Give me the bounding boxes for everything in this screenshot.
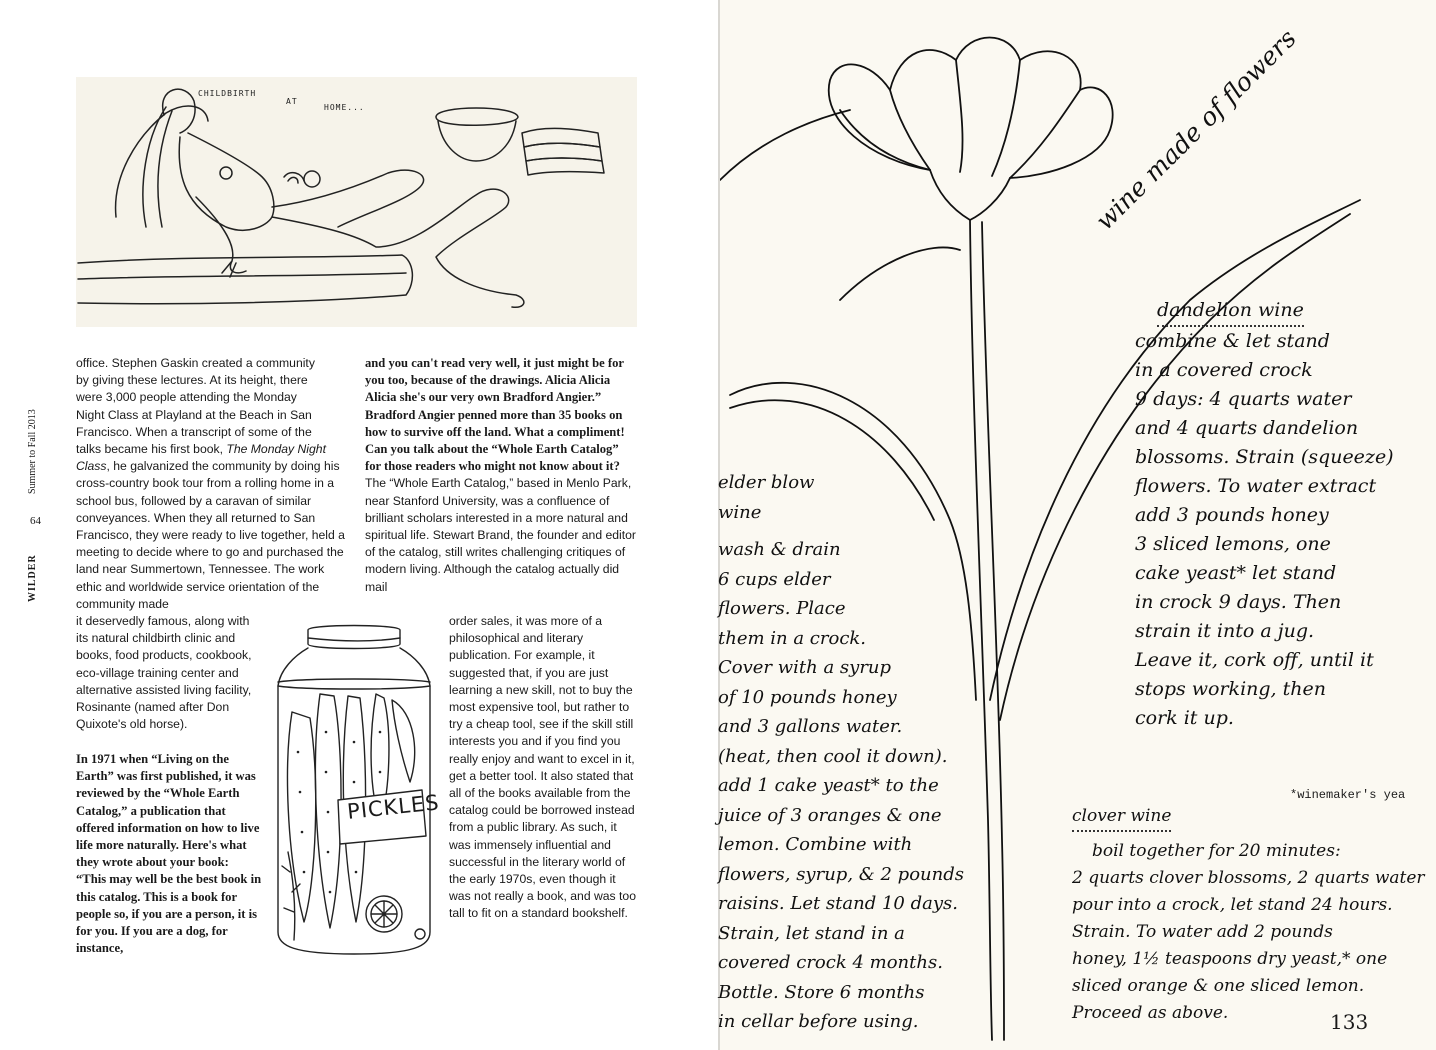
col1-line: Night Class at Playland at the Beach in San <box>76 407 312 422</box>
issue-date: Summer to Fall 2013 <box>27 409 38 494</box>
clover-recipe <box>1072 803 1432 1027</box>
childbirth-illustration <box>76 77 637 327</box>
recipe-line: and 4 quarts dandelion <box>1135 417 1359 439</box>
recipe-line: in crock 9 days. Then <box>1135 591 1342 613</box>
recipe-line: Leave it, cork off, until it <box>1135 649 1374 671</box>
footnote-yeast: *winemaker's yea <box>1290 788 1406 802</box>
recipe-line: strain it into a jug. <box>1135 620 1315 642</box>
recipe-line: flowers. To water extract <box>1135 475 1377 497</box>
recipe-line: Strain, let stand in a <box>718 922 905 944</box>
jar-label-text: PICKLES <box>346 790 441 824</box>
recipe-line: wash & drain <box>718 539 841 560</box>
pickle-jar-illustration <box>264 622 444 960</box>
dandelion-title: dandelion wine <box>1135 296 1435 327</box>
recipe-line: raisins. Let stand 10 days. <box>718 893 958 914</box>
col1-book-post: , he galvanized the community by doing his cross-country book tour from a rolling home in a school bus, followed by a caravan of similar conveyances. When they all returned to San Francisco, they were ready to live together, held a meeting to decide where to go and purchased the land near Summertown, Tennessee. The work ethic and worldwide service orientation of the community made <box>76 459 345 611</box>
recipe-line: (heat, then cool it down). <box>718 745 948 767</box>
recipe-line: 2 quarts clover blossoms, 2 quarts water <box>1072 868 1425 888</box>
illustration-label-3: HOME... <box>324 103 365 112</box>
recipe-line: honey, 1½ teaspoons dry yeast,* one <box>1072 949 1388 969</box>
article-column-2 <box>365 355 637 596</box>
elder-blow-recipe <box>718 468 1008 1037</box>
recipe-line: them in a crock. <box>718 627 867 649</box>
col1-paragraph <box>76 441 350 613</box>
interview-question-1: In 1971 when “Living on the Earth” was first published, it was reviewed by the “Whole Earth Catalog,” a publication that offered information on how to live life more naturally. Here's what they wrote about your book: “This may well be the best book in this catalog. This is a book for people so, if you are a person, it is for you. If you are a dog, for instance, <box>76 752 262 956</box>
dandelion-recipe <box>1135 296 1435 733</box>
recipe-line: combine & let stand <box>1135 330 1330 352</box>
recipe-line: blossoms. Strain (squeeze) <box>1135 446 1394 468</box>
elder-title-1: elder blow <box>718 472 815 493</box>
recipe-line: flowers, syrup, & 2 pounds <box>718 863 964 885</box>
recipe-line: covered crock 4 months. <box>718 952 943 973</box>
recipe-line: 3 sliced lemons, one <box>1135 533 1331 555</box>
col1-line: office. Stephen Gaskin created a community <box>76 356 315 370</box>
col1-line: Francisco. When a transcript of some of the <box>76 424 312 439</box>
answer-paragraph: The “Whole Earth Catalog,” based in Menlo Park, near Stanford University, was a confluence of brilliant scholars interested in a more natural and spiritual life. Stewart Brand, the founder and editor of the catalog, still writes challenging critiques of modern living. Although the catalog actually did mail <box>365 476 636 594</box>
recipe-line: in a covered crock <box>1135 359 1313 381</box>
recipe-line: pour into a crock, let stand 24 hours. <box>1072 895 1393 915</box>
recipe-line: Strain. To water add 2 pounds <box>1072 922 1333 942</box>
recipe-line: of 10 pounds honey <box>718 686 897 708</box>
recipe-line: cake yeast* let stand <box>1135 562 1337 584</box>
col1-line: were 3,000 people attending the Monday <box>76 390 297 405</box>
recipe-line: 9 days: 4 quarts water <box>1135 388 1352 410</box>
elder-title-2: wine <box>718 501 762 523</box>
article-column-2-narrow: order sales, it was more of a philosophical and literary publication. For example, it suggested that, if you are just learning a new skill, not to buy the most expensive tool, but rather to try a cheap tool, see if the skill still interests you and if you find you really enjoy and want to excel in it, get a better tool. It also stated that all of the books available from the catalog could be borrowed instead from a public library. As such, it was immensely influential and successful in the literary world of the early 1970s, even though it was not really a book, and was too tall to fit on a standard bookshelf. <box>449 614 636 921</box>
article-column-1-narrow: it deservedly famous, along with its natural childbirth clinic and books, food products, cookbook, eco-village training center and alternative assisted living facility, Rosinante (named after Don Quixote's old horse). <box>76 614 252 732</box>
illustration-label-1: CHILDBIRTH <box>198 89 257 98</box>
magazine-name: WILDER <box>27 554 38 602</box>
page-number-right: 133 <box>1330 1010 1369 1034</box>
recipe-line: sliced orange & one sliced lemon. <box>1072 976 1365 996</box>
recipe-line: and 3 gallons water. <box>718 716 903 737</box>
recipe-line: juice of 3 oranges & one <box>718 804 942 826</box>
col1-book-pre: talks became his first book, <box>76 442 227 457</box>
interview-question-2: and you can't read very well, it just might be for you too, because of the drawings. Alicia Alicia Alicia she's our very own Bradford Angier.” Bradford Angier penned more than 35 books on how to survive off the land. What a compliment! Can you talk about the “Whole Earth Catalog” for those readers who might not know about it? <box>365 356 625 474</box>
recipe-line: lemon. Combine with <box>718 834 913 855</box>
recipe-line: add 3 pounds honey <box>1135 504 1329 526</box>
recipe-line: in cellar before using. <box>718 1011 919 1032</box>
recipe-line: Cover with a syrup <box>718 657 892 678</box>
article-column-1 <box>76 355 350 613</box>
recipe-line: Bottle. Store 6 months <box>718 981 925 1003</box>
right-page-title: wine made of flowers <box>1090 23 1302 236</box>
col1-line: by giving these lectures. At its height, there <box>76 373 308 388</box>
clover-title: clover wine <box>1072 803 1432 832</box>
recipe-line: boil together for 20 minutes: <box>1092 841 1341 861</box>
sidebar-running-head <box>27 384 47 610</box>
recipe-line: stops working, then <box>1135 678 1326 700</box>
page-number-left: 64 <box>30 515 41 527</box>
recipe-line: 6 cups elder <box>718 568 831 590</box>
recipe-line: add 1 cake yeast* to the <box>718 775 939 796</box>
recipe-line: Proceed as above. <box>1072 1003 1229 1023</box>
book-title: The Monday Night Class <box>76 442 326 474</box>
recipe-line: cork it up. <box>1135 707 1234 729</box>
illustration-label-2: AT <box>286 97 298 106</box>
recipe-line: flowers. Place <box>718 598 846 619</box>
